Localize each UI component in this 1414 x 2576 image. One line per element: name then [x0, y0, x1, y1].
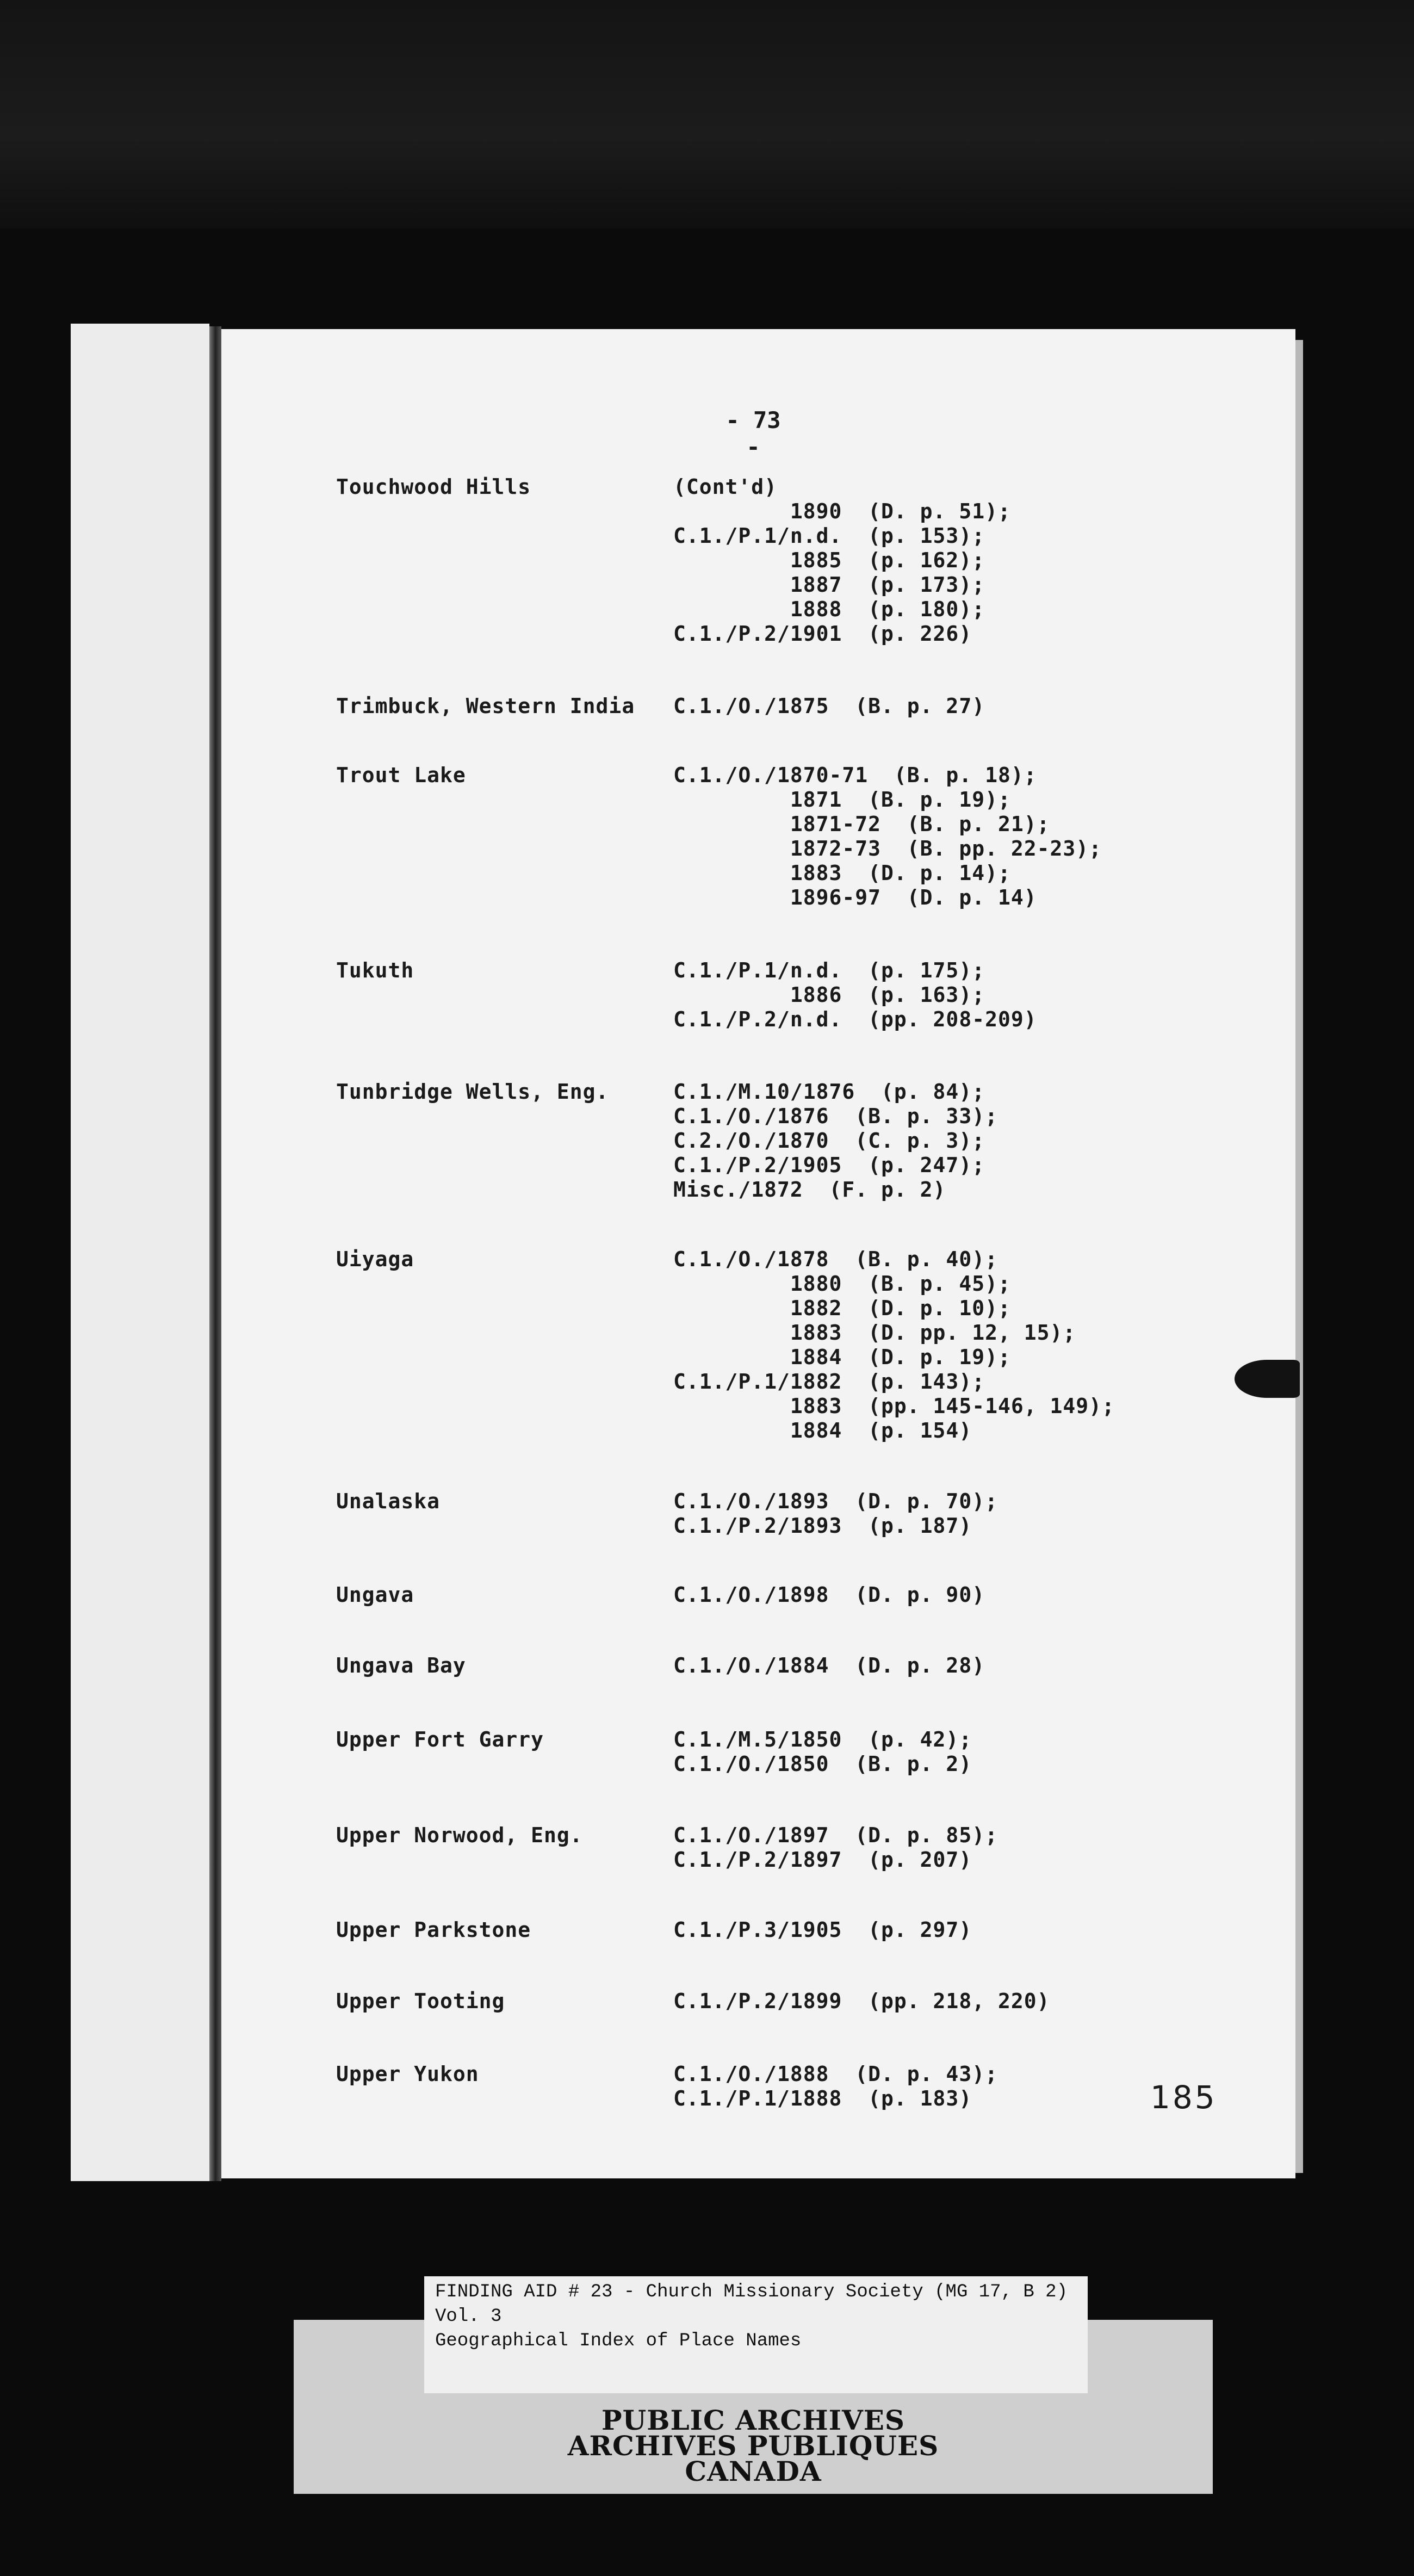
- reference-list: [673, 1489, 998, 1538]
- reference-list: [673, 1247, 1115, 1443]
- reference-line: C.1./P.2/1905 (p. 247);: [673, 1153, 985, 1177]
- reference-list: [673, 1654, 985, 1678]
- reference-line: C.1./P.1/n.d. (p. 175);: [673, 958, 985, 982]
- finding-aid-subtitle: Geographical Index of Place Names: [435, 2331, 802, 2351]
- reference-list: [673, 1080, 998, 1202]
- place-name: Trimbuck, Western India: [336, 694, 635, 718]
- reference-line: C.1./P.3/1905 (p. 297): [673, 1918, 972, 1942]
- reference-line: C.1./P.2/1897 (p. 207): [673, 1848, 972, 1872]
- reference-line: 1890 (D. p. 51);: [673, 499, 1011, 523]
- reference-line: (Cont'd): [673, 475, 778, 499]
- reference-line: 1883 (D. p. 14);: [673, 861, 1011, 885]
- reference-line: C.1./O./1888 (D. p. 43);: [673, 2062, 998, 2086]
- clip-mark: [1235, 1360, 1300, 1398]
- reference-line: 1884 (D. p. 19);: [673, 1345, 1011, 1369]
- reference-list: [673, 1727, 972, 1776]
- facing-page-edge: [71, 324, 209, 2181]
- reference-line: C.1./P.1/n.d. (p. 153);: [673, 524, 985, 548]
- film-background: [0, 0, 1414, 228]
- reference-line: C.1./P.2/1899 (pp. 218, 220): [673, 1989, 1050, 2013]
- reference-line: 1880 (B. p. 45);: [673, 1272, 1011, 1296]
- reference-line: C.1./O./1893 (D. p. 70);: [673, 1489, 998, 1513]
- reference-line: 1896-97 (D. p. 14): [673, 886, 1037, 909]
- reference-line: C.1./P.1/1882 (p. 143);: [673, 1370, 985, 1394]
- reference-list: [673, 1823, 998, 1872]
- reference-line: 1883 (D. pp. 12, 15);: [673, 1321, 1076, 1345]
- reference-line: C.1./O./1870-71 (B. p. 18);: [673, 763, 1037, 787]
- reference-list: [673, 958, 1037, 1032]
- reference-list: [673, 763, 1102, 910]
- reference-line: C.1./O./1875 (B. p. 27): [673, 694, 985, 718]
- place-name: Upper Norwood, Eng.: [336, 1823, 583, 1847]
- reference-line: 1871-72 (B. p. 21);: [673, 812, 1050, 836]
- reference-list: [673, 475, 1011, 646]
- place-name: Tukuth: [336, 958, 414, 982]
- place-name: Upper Parkstone: [336, 1918, 531, 1942]
- archive-stamp-french: ARCHIVES PUBLIQUES: [567, 2430, 939, 2462]
- reference-line: C.1./P.2/n.d. (pp. 208-209): [673, 1007, 1037, 1031]
- reference-line: C.1./O./1876 (B. p. 33);: [673, 1104, 998, 1128]
- reference-line: C.2./O./1870 (C. p. 3);: [673, 1129, 985, 1153]
- place-name: Touchwood Hills: [336, 475, 531, 499]
- reference-line: 1871 (B. p. 19);: [673, 788, 1011, 812]
- archive-stamp-country: CANADA: [685, 2455, 822, 2487]
- place-name: Upper Yukon: [336, 2062, 479, 2086]
- reference-line: 1887 (p. 173);: [673, 573, 985, 597]
- place-name: Ungava Bay: [336, 1654, 466, 1677]
- reference-line: 1872-73 (B. pp. 22-23);: [673, 837, 1102, 860]
- page-number: - 73 -: [725, 407, 781, 460]
- place-name: Uiyaga: [336, 1247, 414, 1271]
- reference-list: [673, 1583, 985, 1607]
- reference-line: 1888 (p. 180);: [673, 597, 985, 621]
- archive-stamp-english: PUBLIC ARCHIVES: [601, 2404, 905, 2436]
- reference-line: C.1./O./1884 (D. p. 28): [673, 1654, 985, 1677]
- reference-line: C.1./O./1878 (B. p. 40);: [673, 1247, 998, 1271]
- reference-line: 1882 (D. p. 10);: [673, 1296, 1011, 1320]
- place-name: Unalaska: [336, 1489, 441, 1513]
- reference-line: C.1./O./1898 (D. p. 90): [673, 1583, 985, 1607]
- folio-number: 185: [1150, 2079, 1217, 2116]
- reference-list: [673, 1918, 972, 1942]
- place-name: Trout Lake: [336, 763, 466, 787]
- reference-list: [673, 1989, 1050, 2014]
- place-name: Tunbridge Wells, Eng.: [336, 1080, 609, 1104]
- reference-list: [673, 2062, 998, 2111]
- reference-line: C.1./P.2/1901 (p. 226): [673, 622, 972, 646]
- finding-aid-title: FINDING AID # 23 - Church Missionary Society (MG 17, B 2): [435, 2282, 1068, 2302]
- reference-line: 1885 (p. 162);: [673, 548, 985, 572]
- reference-list: [673, 694, 985, 719]
- finding-aid-volume: Vol. 3: [435, 2306, 502, 2327]
- reference-line: 1883 (pp. 145-146, 149);: [673, 1394, 1115, 1418]
- reference-line: C.1./P.1/1888 (p. 183): [673, 2086, 972, 2110]
- place-name: Upper Tooting: [336, 1989, 505, 2013]
- place-name: Upper Fort Garry: [336, 1727, 544, 1751]
- reference-line: 1886 (p. 163);: [673, 983, 985, 1007]
- reference-line: C.1./O./1897 (D. p. 85);: [673, 1823, 998, 1847]
- page-edge-shadow: [1295, 340, 1303, 2173]
- reference-line: C.1./O./1850 (B. p. 2): [673, 1752, 972, 1776]
- binding-gutter: [209, 326, 221, 2181]
- reference-line: C.1./M.10/1876 (p. 84);: [673, 1080, 985, 1104]
- place-name: Ungava: [336, 1583, 414, 1607]
- reference-line: Misc./1872 (F. p. 2): [673, 1178, 946, 1202]
- reference-line: C.1./P.2/1893 (p. 187): [673, 1514, 972, 1538]
- reference-line: C.1./M.5/1850 (p. 42);: [673, 1727, 972, 1751]
- reference-line: 1884 (p. 154): [673, 1419, 972, 1442]
